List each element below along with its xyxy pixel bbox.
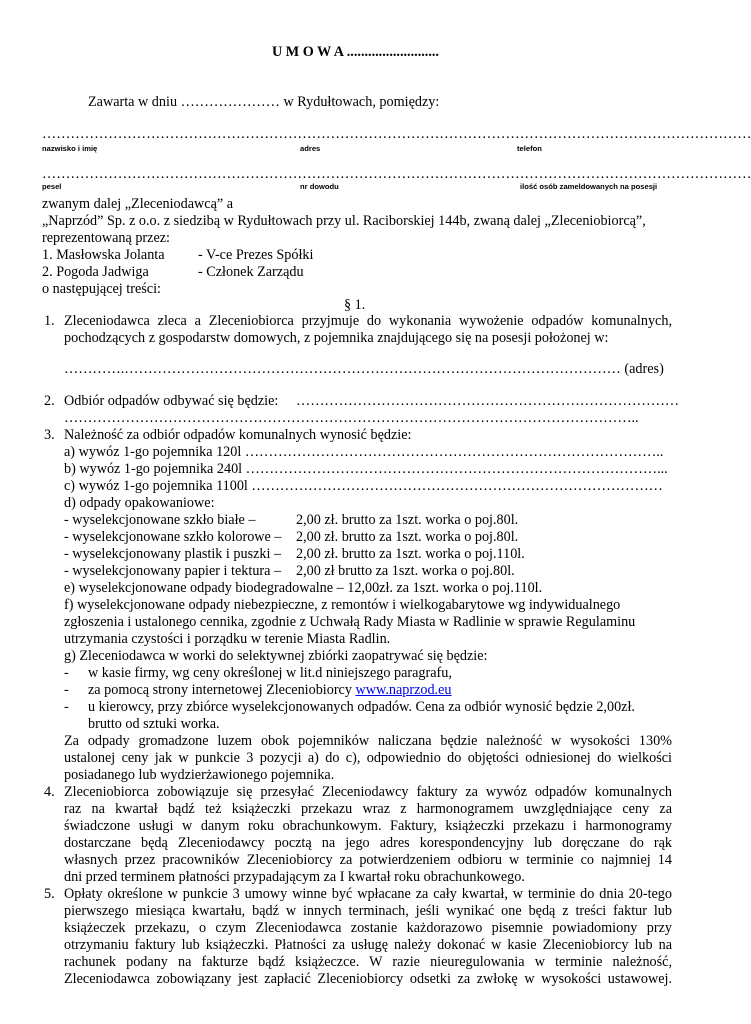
bullet-dash: - <box>64 699 69 715</box>
personal-data-line-2: …………………………………………………………………………………………………………………………………… <box>42 166 751 182</box>
bullet-dash: - <box>64 665 69 681</box>
p3-number: 3. <box>44 427 55 443</box>
p5-number: 5. <box>44 886 55 902</box>
p3-bulk-line-2: ustalonej ceny jak w punkcie 3 pozycji a) do c), odpowiednio do objętości odniesionej do wielkości <box>64 750 672 766</box>
p5-line: Zleceniodawca zobowiązany jest zapłacić Zleceniobiorcy odsetki za zwłokę w wysokości ustawowej. <box>64 971 672 987</box>
d-item-price: 2,00 zł brutto za 1szt. worka o poj.80l. <box>296 563 515 579</box>
p1-line-2: pochodzących z gospodarstw domowych, z pojemnika znajdującego się na posesji położonej w: <box>64 330 609 346</box>
party-contractor: „Naprzód” Sp. z o.o. z siedzibą w Rydułtowach przy ul. Raciborskiej 144b, zwaną dalej „Zleceniobiorcą”, <box>42 213 646 229</box>
p4-line: Zleceniobiorca zobowiązuje się przesyłać Zleceniodawcy faktury za wywóz odpadów komunalnych <box>64 784 672 800</box>
p1-address-line: ………….…………………………………………………………………………………………… (adres) <box>64 361 664 377</box>
label-pesel: pesel <box>42 182 62 191</box>
represented-by: reprezentowaną przez: <box>42 230 170 246</box>
p4-line: świadczone usługi w danym roku obrachunkowym. Faktury, książeczki przekazu i harmonogramy <box>64 818 672 834</box>
p3-item-f-line-3: utrzymania czystości i porządku w terenie Miasta Radlin. <box>64 631 391 647</box>
p3-item-f-line-1: f) wyselekcjonowane odpady niebezpieczne, z remontów i wielkogabarytowe wg indywidualnego <box>64 597 621 613</box>
p4-line: raz na kwartał bądź też książeczki przekazu wraz z harmonogramem uwzględniające ceny za <box>64 801 672 817</box>
p5-line: pierwszego miesiąca kwartału, bądź w innych terminach, jeśli wynikać one będą z treści faktur lub <box>64 903 672 919</box>
p3-item-c: c) wywóz 1-go pojemnika 1100l …………………………………………………………………………… <box>64 478 663 494</box>
p2-label: Odbiór odpadów odbywać się będzie: <box>64 393 279 409</box>
following-content: o następującej treści: <box>42 281 161 297</box>
p5-line: książeczek przekazu, o czym Zleceniodawca zostanie każdorazowo pisemnie powiadomiony przy <box>64 920 672 936</box>
p4-line: dni przed terminem płatności przypadającym za I kwartał roku obrachunkowego. <box>64 869 525 885</box>
bullet-dash: - <box>64 682 69 698</box>
g-item-3-cont: brutto od sztuki worka. <box>88 716 220 732</box>
p5-line: Opłaty określone w punkcie 3 umowy winne być wpłacane za cały kwartał, w terminie do dnia 20-tego <box>64 886 672 902</box>
party-client: zwanym dalej „Zleceniodawcą” a <box>42 196 234 212</box>
g-item-2 <box>88 682 452 699</box>
p3-bulk-line-1: Za odpady gromadzone luzem obok pojemników naliczana będzie należność w wysokości 130% <box>64 733 672 749</box>
intro-line: Zawarta w dniu ………………… w Rydułtowach, pomiędzy: <box>88 94 440 110</box>
d-item-name: - wyselekcjonowany plastik i puszki – <box>64 546 282 562</box>
g-item-1: w kasie firmy, wg ceny określonej w lit.d niniejszego paragrafu, <box>88 665 452 681</box>
p5-line: rachunek podany na fakturze bądź książeczce. W razie nieuregulowania w terminie należność, <box>64 954 672 970</box>
rep-1-role: - V-ce Prezes Spółki <box>198 247 314 263</box>
website-link[interactable]: www.naprzod.eu <box>355 682 452 698</box>
rep-2-role: - Członek Zarządu <box>198 264 304 280</box>
section-heading: § 1. <box>344 297 366 313</box>
label-id-number: nr dowodu <box>300 182 339 191</box>
rep-1-name: 1. Masłowska Jolanta <box>42 247 165 263</box>
p3-item-a: a) wywóz 1-go pojemnika 120l …………………………………………………………………………….. <box>64 444 664 460</box>
d-item-name: - wyselekcjonowane szkło kolorowe – <box>64 529 282 545</box>
p2-dots: ……………………………………………………………………… <box>296 393 680 409</box>
p3-head: Należność za odbiór odpadów komunalnych wynosić będzie: <box>64 427 412 443</box>
p3-item-b: b) wywóz 1-go pojemnika 240l ……………………………………………………………………………... <box>64 461 668 477</box>
p3-bulk-line-3: posiadanego lub wydzierżawionego pojemnika. <box>64 767 335 783</box>
rep-2-name: 2. Pogoda Jadwiga <box>42 264 149 280</box>
p4-line: dostarczane będą Zleceniodawcy pocztą na jego adres korespondencyjny lub doręczane do rąk <box>64 835 672 851</box>
label-residents: ilość osób zameldowanych na posesji <box>520 182 658 191</box>
label-name: nazwisko i imię <box>42 144 98 153</box>
p2-number: 2. <box>44 393 55 409</box>
p3-item-f-line-2: zgłoszenia i ustalonego cennika, zgodnie z Uchwałą Rady Miasta w Radlinie w sprawie Regulaminu <box>64 614 636 630</box>
d-item-price: 2,00 zł. brutto za 1szt. worka o poj.80l. <box>296 529 519 545</box>
p4-line: własnych przez pracowników Zleceniobiorcy za potwierdzeniem odbioru w terminie co najmniej 14 <box>64 852 672 868</box>
p3-item-g-head: g) Zleceniodawca w worki do selektywnej zbiórki zaopatrywać się będzie: <box>64 648 488 664</box>
p3-item-e: e) wyselekcjonowane odpady biodegradowalne – 12,00zł. za 1szt. worka o poj.110l. <box>64 580 543 596</box>
g-item-3: u kierowcy, przy zbiórce wyselekcjonowanych odpadów. Cena za odbiór wynosić będzie 2,00zł. <box>88 699 635 715</box>
p4-number: 4. <box>44 784 55 800</box>
p1-line-1: Zleceniodawca zleca a Zleceniobiorca przyjmuje do wykonania wywożenie odpadów komunalnych, <box>64 313 672 329</box>
g-item-2-text: za pomocą strony internetowej Zleceniobiorcy <box>88 682 352 698</box>
label-address: adres <box>300 144 321 153</box>
d-item-price: 2,00 zł. brutto za 1szt. worka o poj.110l. <box>296 546 525 562</box>
p3-item-d-head: d) odpady opakowaniowe: <box>64 495 215 511</box>
p5-line: otrzymaniu faktury lub książeczki. Płatności za usługę należy dokonać w kasie Zleceniobiorcy lub na <box>64 937 672 953</box>
d-item-name: - wyselekcjonowany papier i tektura – <box>64 563 282 579</box>
d-item-name: - wyselekcjonowane szkło białe – <box>64 512 256 528</box>
document-title: U M O W A .......................... <box>272 44 439 60</box>
personal-data-line-1: …………………………………………………………………………………………………………………………………… <box>42 126 751 142</box>
p1-number: 1. <box>44 313 55 329</box>
label-phone: telefon <box>517 144 542 153</box>
p2-dots-line: ………………………………………………………………………………………………………….. <box>64 410 639 426</box>
d-item-price: 2,00 zł. brutto za 1szt. worka o poj.80l. <box>296 512 519 528</box>
